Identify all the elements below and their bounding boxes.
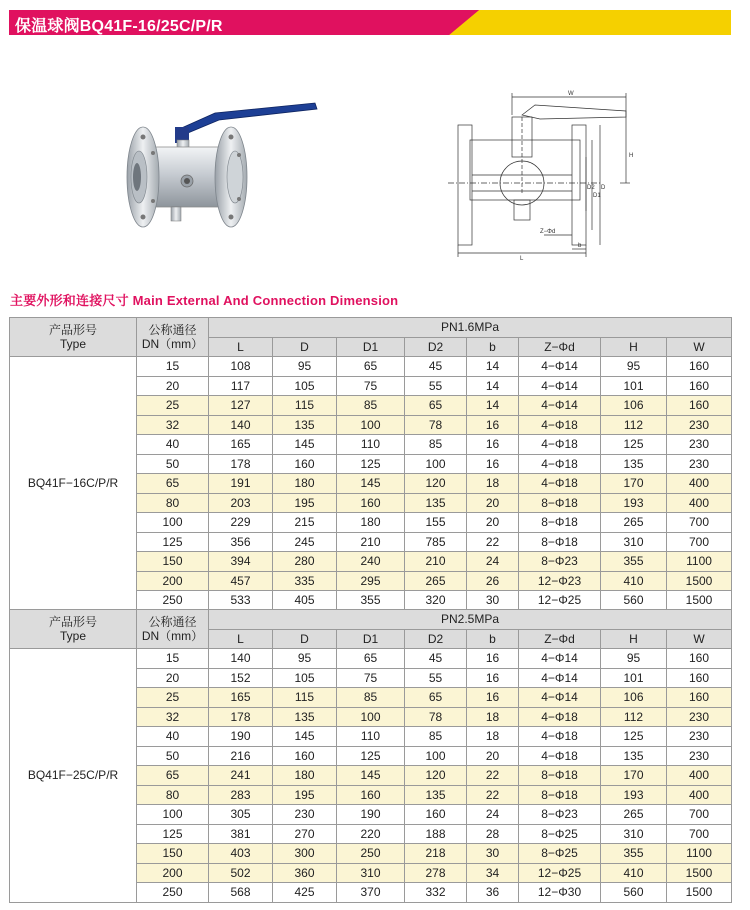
dimension-value: 265 — [601, 513, 667, 533]
dimension-value: 1500 — [667, 863, 732, 883]
dimension-value: 193 — [601, 493, 667, 513]
dimension-value: 75 — [337, 376, 405, 396]
dimension-value: 125 — [337, 746, 405, 766]
dimension-value: 785 — [405, 532, 467, 552]
dimension-value: 65 — [337, 649, 405, 669]
dimension-value: 229 — [209, 513, 273, 533]
dimension-value: 1100 — [667, 552, 732, 572]
dimension-value: 20 — [467, 493, 519, 513]
column-header: W — [667, 337, 732, 357]
dimension-value: 20 — [467, 513, 519, 533]
dimension-value: 112 — [601, 707, 667, 727]
dimension-value: 95 — [601, 357, 667, 377]
dn-value: 50 — [137, 746, 209, 766]
dimension-value: 310 — [601, 532, 667, 552]
dimension-value: 65 — [405, 688, 467, 708]
dn-value: 40 — [137, 435, 209, 455]
dimension-value: 1500 — [667, 571, 732, 591]
dimension-value: 210 — [337, 532, 405, 552]
dimension-value: 85 — [337, 396, 405, 416]
dimension-value: 12−Φ25 — [519, 591, 601, 611]
column-header: D — [273, 629, 337, 649]
dimension-value: 125 — [601, 435, 667, 455]
dimension-value: 195 — [273, 493, 337, 513]
dimension-value: 230 — [667, 746, 732, 766]
dimension-value: 105 — [273, 376, 337, 396]
dimension-value: 190 — [337, 805, 405, 825]
dimension-value: 4−Φ18 — [519, 707, 601, 727]
dn-value: 25 — [137, 396, 209, 416]
dn-value: 250 — [137, 591, 209, 611]
dimension-value: 4−Φ14 — [519, 376, 601, 396]
model-name: BQ41F−25C/P/R — [10, 649, 137, 903]
dimension-value: 265 — [601, 805, 667, 825]
dimension-value: 108 — [209, 357, 273, 377]
dimension-value: 1500 — [667, 591, 732, 611]
dimension-value: 160 — [273, 746, 337, 766]
dimension-value: 216 — [209, 746, 273, 766]
dimension-value: 115 — [273, 688, 337, 708]
dimension-value: 180 — [273, 474, 337, 494]
dimension-value: 125 — [601, 727, 667, 747]
dimension-value: 1500 — [667, 883, 732, 903]
dn-value: 25 — [137, 688, 209, 708]
dimension-value: 120 — [405, 766, 467, 786]
dimension-value: 170 — [601, 474, 667, 494]
dimension-value: 135 — [601, 746, 667, 766]
type-header-en: Type — [59, 629, 86, 643]
dimension-value: 210 — [405, 552, 467, 572]
dn-value: 250 — [137, 883, 209, 903]
dimension-value: 30 — [467, 844, 519, 864]
dimension-value: 8−Φ25 — [519, 824, 601, 844]
dim-label-w: W — [568, 91, 574, 97]
dimension-value: 332 — [405, 883, 467, 903]
pressure-rating: PN1.6MPa — [209, 318, 732, 338]
dimension-value: 14 — [467, 396, 519, 416]
dimension-value: 45 — [405, 357, 467, 377]
dimension-value: 240 — [337, 552, 405, 572]
dim-label-zd: Z−Φd — [540, 229, 556, 235]
dim-label-d1: D1 — [593, 193, 601, 199]
dimension-value: 568 — [209, 883, 273, 903]
dimension-value: 125 — [337, 454, 405, 474]
column-header: D2 — [405, 629, 467, 649]
dn-value: 125 — [137, 824, 209, 844]
dimension-value: 178 — [209, 454, 273, 474]
title-banner — [9, 10, 731, 35]
dimension-value: 403 — [209, 844, 273, 864]
dimension-value: 85 — [405, 727, 467, 747]
dimension-value: 8−Φ18 — [519, 493, 601, 513]
dimension-value: 115 — [273, 396, 337, 416]
dimension-value: 230 — [667, 454, 732, 474]
dimension-value: 425 — [273, 883, 337, 903]
dn-header — [137, 610, 209, 649]
dimension-value: 160 — [667, 357, 732, 377]
dimension-value: 180 — [273, 766, 337, 786]
dimension-value: 188 — [405, 824, 467, 844]
dimension-value: 230 — [667, 727, 732, 747]
dimension-value: 381 — [209, 824, 273, 844]
dimension-value: 193 — [601, 785, 667, 805]
column-header: D1 — [337, 629, 405, 649]
dimension-value: 20 — [467, 746, 519, 766]
dim-label-d: D — [601, 185, 606, 191]
column-header: L — [209, 629, 273, 649]
dimension-value: 560 — [601, 883, 667, 903]
dimension-value: 28 — [467, 824, 519, 844]
dimension-value: 135 — [273, 707, 337, 727]
dimension-value: 4−Φ14 — [519, 688, 601, 708]
dimension-value: 220 — [337, 824, 405, 844]
dimension-value: 18 — [467, 727, 519, 747]
dn-header-cn: 公称通径 — [148, 615, 197, 629]
dimension-value: 100 — [405, 746, 467, 766]
dimension-value: 502 — [209, 863, 273, 883]
dimension-value: 85 — [405, 435, 467, 455]
dimension-value: 55 — [405, 668, 467, 688]
dimension-value: 310 — [601, 824, 667, 844]
type-header — [10, 318, 137, 357]
dimension-value: 26 — [467, 571, 519, 591]
dimension-value: 145 — [337, 766, 405, 786]
dimension-value: 95 — [273, 357, 337, 377]
dimension-value: 320 — [405, 591, 467, 611]
dimension-value: 100 — [337, 415, 405, 435]
column-header: Z−Φd — [519, 337, 601, 357]
dimension-value: 410 — [601, 863, 667, 883]
dimension-value: 283 — [209, 785, 273, 805]
dimension-value: 170 — [601, 766, 667, 786]
column-header: H — [601, 337, 667, 357]
column-header: b — [467, 629, 519, 649]
dimension-value: 127 — [209, 396, 273, 416]
dimension-value: 700 — [667, 805, 732, 825]
dimension-value: 165 — [209, 688, 273, 708]
dn-header-en: DN（mm） — [141, 629, 204, 643]
dimension-value: 78 — [405, 415, 467, 435]
dimension-value: 135 — [405, 493, 467, 513]
dimension-value: 30 — [467, 591, 519, 611]
dim-label-h: H — [629, 153, 634, 159]
dimension-value: 101 — [601, 668, 667, 688]
column-header: D2 — [405, 337, 467, 357]
dn-header-en: DN（mm） — [141, 337, 204, 351]
dimension-value: 135 — [601, 454, 667, 474]
dimension-value: 120 — [405, 474, 467, 494]
dimension-value: 14 — [467, 376, 519, 396]
dimension-value: 280 — [273, 552, 337, 572]
dimension-value: 4−Φ18 — [519, 746, 601, 766]
dimension-value: 106 — [601, 688, 667, 708]
dimension-table-pn25 — [9, 609, 732, 903]
dimension-value: 160 — [667, 649, 732, 669]
ball-valve-photo — [115, 95, 325, 245]
dn-value: 100 — [137, 513, 209, 533]
dn-value: 100 — [137, 805, 209, 825]
dimension-value: 4−Φ18 — [519, 454, 601, 474]
dimension-value: 8−Φ18 — [519, 513, 601, 533]
dimension-value: 310 — [337, 863, 405, 883]
dimension-value: 457 — [209, 571, 273, 591]
dim-label-d2: D2 — [587, 185, 595, 191]
dimension-value: 355 — [337, 591, 405, 611]
dimension-value: 22 — [467, 766, 519, 786]
dimension-value: 278 — [405, 863, 467, 883]
dimension-value: 145 — [273, 435, 337, 455]
dimension-value: 16 — [467, 688, 519, 708]
dimension-value: 215 — [273, 513, 337, 533]
dn-value: 32 — [137, 415, 209, 435]
dimension-value: 65 — [405, 396, 467, 416]
dimension-value: 355 — [601, 552, 667, 572]
dimension-value: 160 — [667, 668, 732, 688]
dimension-table-pn16 — [9, 317, 732, 611]
pressure-rating: PN2.5MPa — [209, 610, 732, 630]
column-header: D1 — [337, 337, 405, 357]
dimension-value: 4−Φ14 — [519, 668, 601, 688]
dimension-value: 560 — [601, 591, 667, 611]
dimension-value: 140 — [209, 649, 273, 669]
dimension-value: 75 — [337, 668, 405, 688]
dimension-value: 230 — [667, 435, 732, 455]
dn-value: 50 — [137, 454, 209, 474]
dn-value: 125 — [137, 532, 209, 552]
dimension-value: 305 — [209, 805, 273, 825]
table-row — [10, 649, 732, 669]
dimension-value: 101 — [601, 376, 667, 396]
column-header: b — [467, 337, 519, 357]
dimension-value: 203 — [209, 493, 273, 513]
dimension-value: 16 — [467, 454, 519, 474]
type-header-cn: 产品形号 — [48, 615, 97, 629]
dimension-value: 8−Φ23 — [519, 805, 601, 825]
dimension-value: 230 — [667, 415, 732, 435]
dimension-value: 135 — [405, 785, 467, 805]
dimension-value: 700 — [667, 513, 732, 533]
dimension-value: 230 — [273, 805, 337, 825]
dimension-value: 45 — [405, 649, 467, 669]
dimension-value: 165 — [209, 435, 273, 455]
dimension-value: 1100 — [667, 844, 732, 864]
column-header: Z−Φd — [519, 629, 601, 649]
dimension-value: 65 — [337, 357, 405, 377]
dn-value: 40 — [137, 727, 209, 747]
dimension-value: 16 — [467, 668, 519, 688]
dn-header-cn: 公称通径 — [148, 323, 197, 337]
type-header — [10, 610, 137, 649]
dimension-value: 78 — [405, 707, 467, 727]
dimension-value: 8−Φ18 — [519, 766, 601, 786]
dimension-value: 160 — [337, 493, 405, 513]
dimension-value: 4−Φ18 — [519, 474, 601, 494]
dn-value: 15 — [137, 649, 209, 669]
column-header: L — [209, 337, 273, 357]
dimension-value: 8−Φ18 — [519, 532, 601, 552]
dimension-value: 152 — [209, 668, 273, 688]
dimension-value: 95 — [273, 649, 337, 669]
dimension-value: 160 — [337, 785, 405, 805]
dimension-value: 356 — [209, 532, 273, 552]
column-header: W — [667, 629, 732, 649]
dimension-value: 265 — [405, 571, 467, 591]
dimension-value: 400 — [667, 785, 732, 805]
dimension-value: 135 — [273, 415, 337, 435]
dimension-value: 8−Φ18 — [519, 785, 601, 805]
dn-value: 15 — [137, 357, 209, 377]
dimension-value: 18 — [467, 474, 519, 494]
dimension-value: 241 — [209, 766, 273, 786]
dimension-value: 145 — [273, 727, 337, 747]
dimension-value: 355 — [601, 844, 667, 864]
dn-value: 150 — [137, 844, 209, 864]
dimension-value: 300 — [273, 844, 337, 864]
dimension-value: 335 — [273, 571, 337, 591]
dimension-value: 4−Φ14 — [519, 357, 601, 377]
dimension-value: 250 — [337, 844, 405, 864]
dimension-value: 4−Φ14 — [519, 396, 601, 416]
dn-value: 80 — [137, 493, 209, 513]
dimension-value: 400 — [667, 493, 732, 513]
dimension-value: 95 — [601, 649, 667, 669]
dimension-value: 218 — [405, 844, 467, 864]
dimension-value: 100 — [337, 707, 405, 727]
dimension-value: 270 — [273, 824, 337, 844]
dimension-value: 100 — [405, 454, 467, 474]
dn-value: 150 — [137, 552, 209, 572]
dimension-value: 12−Φ25 — [519, 863, 601, 883]
valve-dimension-drawing — [440, 85, 655, 260]
dimension-value: 400 — [667, 766, 732, 786]
dimension-value: 85 — [337, 688, 405, 708]
table-row — [10, 357, 732, 377]
dn-value: 65 — [137, 766, 209, 786]
dimension-value: 533 — [209, 591, 273, 611]
dimension-value: 405 — [273, 591, 337, 611]
dimension-value: 191 — [209, 474, 273, 494]
dimension-value: 34 — [467, 863, 519, 883]
dimension-value: 155 — [405, 513, 467, 533]
dim-label-l: L — [520, 256, 524, 260]
dimension-value: 36 — [467, 883, 519, 903]
dimension-value: 12−Φ23 — [519, 571, 601, 591]
dimension-value: 110 — [337, 435, 405, 455]
dimension-value: 110 — [337, 727, 405, 747]
dimension-value: 245 — [273, 532, 337, 552]
dn-value: 20 — [137, 376, 209, 396]
dimension-value: 117 — [209, 376, 273, 396]
dimension-value: 24 — [467, 805, 519, 825]
dimension-value: 140 — [209, 415, 273, 435]
banner-yellow-band — [449, 10, 731, 35]
dimension-value: 160 — [667, 688, 732, 708]
dn-value: 80 — [137, 785, 209, 805]
dn-value: 200 — [137, 863, 209, 883]
section-heading: 主要外形和连接尺寸 Main External And Connection Dimension — [10, 293, 399, 308]
dimension-value: 14 — [467, 357, 519, 377]
dimension-value: 360 — [273, 863, 337, 883]
dimension-value: 180 — [337, 513, 405, 533]
dimension-value: 700 — [667, 824, 732, 844]
dimension-value: 190 — [209, 727, 273, 747]
dn-value: 20 — [137, 668, 209, 688]
column-header: H — [601, 629, 667, 649]
dimension-value: 16 — [467, 435, 519, 455]
dimension-value: 8−Φ23 — [519, 552, 601, 572]
dimension-value: 112 — [601, 415, 667, 435]
dimension-value: 4−Φ18 — [519, 435, 601, 455]
dimension-value: 160 — [667, 396, 732, 416]
dimension-value: 195 — [273, 785, 337, 805]
type-header-en: Type — [59, 337, 86, 351]
dimension-value: 105 — [273, 668, 337, 688]
dn-value: 65 — [137, 474, 209, 494]
dimension-value: 394 — [209, 552, 273, 572]
dimension-value: 295 — [337, 571, 405, 591]
dimension-value: 370 — [337, 883, 405, 903]
dimension-value: 18 — [467, 707, 519, 727]
dimension-value: 12−Φ30 — [519, 883, 601, 903]
dimension-value: 700 — [667, 532, 732, 552]
dn-header — [137, 318, 209, 357]
model-name: BQ41F−16C/P/R — [10, 357, 137, 611]
dimension-value: 24 — [467, 552, 519, 572]
dimension-value: 4−Φ14 — [519, 649, 601, 669]
dimension-value: 410 — [601, 571, 667, 591]
type-header-cn: 产品形号 — [48, 323, 97, 337]
dimension-value: 8−Φ25 — [519, 844, 601, 864]
dimension-value: 4−Φ18 — [519, 415, 601, 435]
dimension-value: 230 — [667, 707, 732, 727]
column-header: D — [273, 337, 337, 357]
dimension-value: 22 — [467, 785, 519, 805]
dimension-value: 4−Φ18 — [519, 727, 601, 747]
dimension-value: 160 — [405, 805, 467, 825]
dim-label-b: b — [578, 243, 582, 249]
dimension-value: 16 — [467, 415, 519, 435]
dimension-value: 106 — [601, 396, 667, 416]
dn-value: 200 — [137, 571, 209, 591]
dimension-value: 22 — [467, 532, 519, 552]
dimension-value: 55 — [405, 376, 467, 396]
dimension-value: 400 — [667, 474, 732, 494]
dimension-value: 16 — [467, 649, 519, 669]
dimension-value: 160 — [667, 376, 732, 396]
dimension-value: 178 — [209, 707, 273, 727]
page-title: 保温球阀BQ41F-16/25C/P/R — [15, 18, 223, 35]
dn-value: 32 — [137, 707, 209, 727]
dimension-value: 145 — [337, 474, 405, 494]
dimension-value: 160 — [273, 454, 337, 474]
